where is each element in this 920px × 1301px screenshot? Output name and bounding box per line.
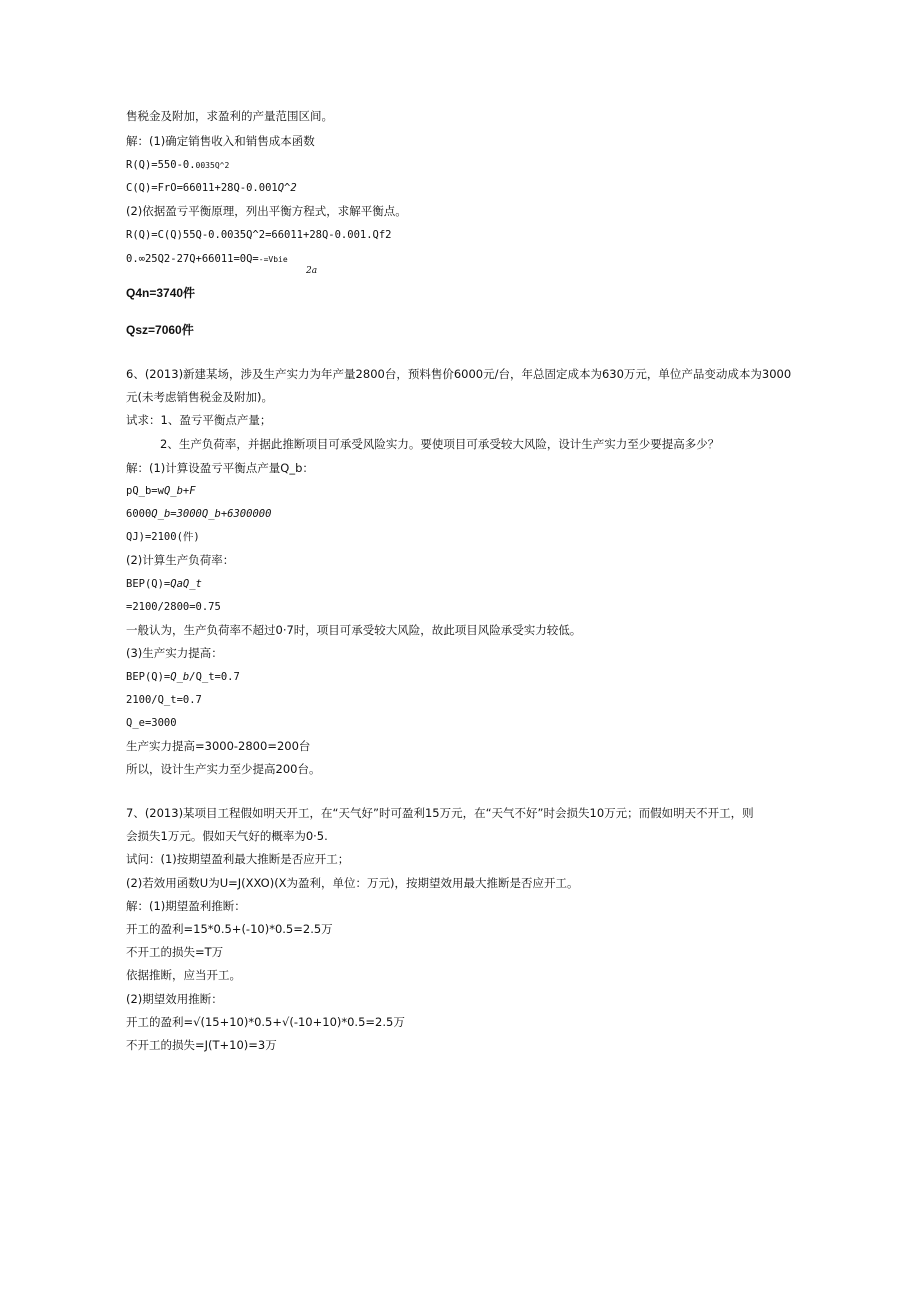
formula-line: 0.∞25Q2-27Q+66011=0Q=-=Vbie [126,253,288,265]
text-line: 解：(1)确定销售收入和销售成本函数 [126,134,315,148]
problem-line: 7、(2013)某项目工程假如明天开工，在“天气好”时可盈利15万元，在“天气不好”时会损失10万元；而假如明天不开工，则 [126,806,754,820]
problem-line: 会损失1万元。假如天气好的概率为0·5. [126,829,328,843]
formula-line: BEP(Q)=QaQ_t [126,578,202,590]
text-line: 生产实力提高=3000-2800=200台 [126,739,311,753]
text-line: (2)期望效用推断： [126,992,223,1006]
formula-line: QJ)=2100(件) [126,531,200,543]
text-line: 不开工的损失=T万 [126,945,224,959]
text-line: (2)计算生产负荷率： [126,553,235,567]
text-line: 2、生产负荷率，并据此推断项目可承受风险实力。要使项目可承受较大风险，设计生产实力至少要提高多少？ [160,437,720,451]
text-line: 试问：(1)按期望盈利最大推断是否应开工； [126,852,350,866]
text-line: 所以，设计生产实力至少提高200台。 [126,762,321,776]
text-line: 开工的盈利=15*0.5+(-10)*0.5=2.5万 [126,922,333,936]
problem-line: 6、(2013)新建某场，涉及生产实力为年产量2800台，预料售价6000元/台，年总固定成本为630万元，单位产品变动成本为3000 [126,367,792,381]
formula-line: 2100/Q_t=0.7 [126,694,202,706]
text-line: (3)生产实力提高： [126,646,223,660]
formula-line: 6000Q_b=3000Q_b+6300000 [126,508,272,520]
formula-line: C(Q)=FrO=66011+28Q-0.001Q^2 [126,182,297,194]
formula-line: Q_e=3000 [126,717,177,729]
formula-line: =2100/2800=0.75 [126,601,221,613]
text-line: (2)若效用函数U为U=J(XXO)(X为盈利，单位：万元)，按期望效用最大推断是否应开工。 [126,876,579,890]
text-line: 开工的盈利=√(15+10)*0.5+√(-10+10)*0.5=2.5万 [126,1015,405,1029]
text-line: 不开工的损失=J(T+10)=3万 [126,1038,277,1052]
text-line: 解：(1)期望盈利推断： [126,899,246,913]
problem-line: 元(未考虑销售税金及附加)。 [126,390,273,404]
formula-line: pQ_b=wQ_b+F [126,485,196,497]
formula-line: R(Q)=550-0.0035Q^2 [126,159,230,171]
fraction-denominator: 2a [306,266,318,276]
result-line: Q4n=3740件 [126,286,196,300]
text-line: 依据推断，应当开工。 [126,968,241,982]
formula-line: BEP(Q)=Q_b/Q_t=0.7 [126,671,240,683]
text-line: 售税金及附加，求盈利的产量范围区间。 [126,109,333,123]
text-line: 试求：1、盈亏平衡点产量； [126,413,272,427]
text-line: 一般认为，生产负荷率不超过0·7时，项目可承受较大风险，故此项目风险承受实力较低。 [126,623,582,637]
text-line: 解：(1)计算设盈亏平衡点产量Q_b： [126,461,314,475]
result-line: Qsz=7060件 [126,323,194,337]
text-line: (2)依据盈亏平衡原理，列出平衡方程式，求解平衡点。 [126,204,407,218]
formula-line: R(Q)=C(Q)55Q-0.0035Q^2=66011+28Q-0.001.Qf2 [126,229,392,241]
